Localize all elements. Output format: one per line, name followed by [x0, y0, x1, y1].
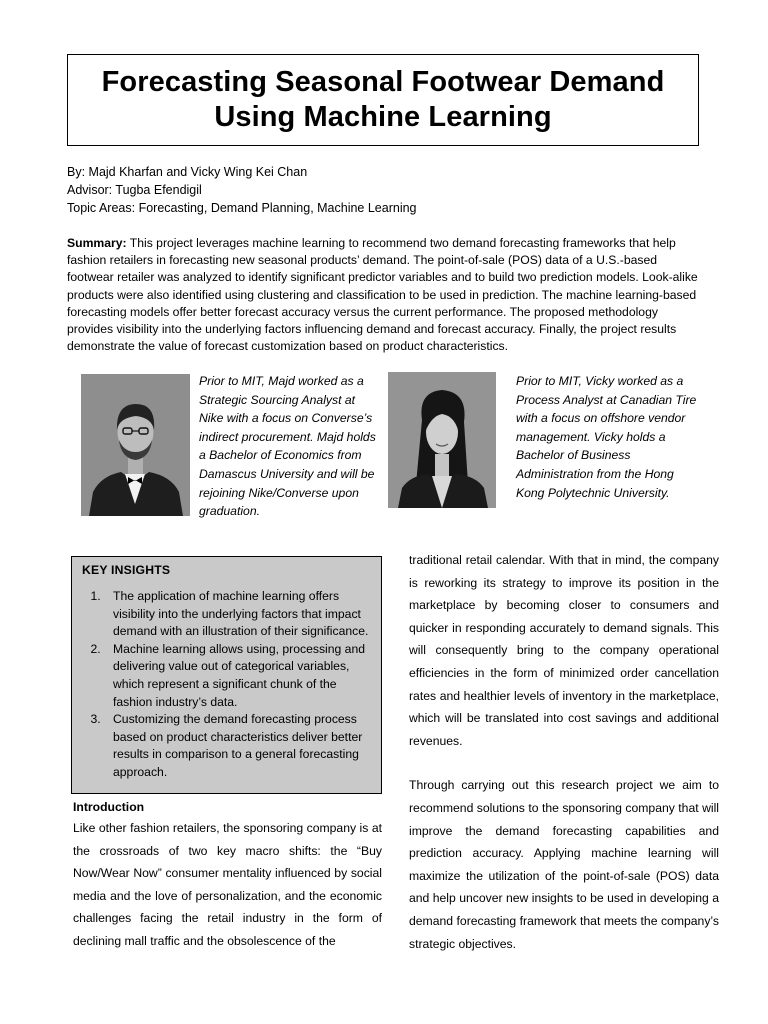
title-box: [67, 54, 699, 146]
authors-line: By: Majd Kharfan and Vicky Wing Kei Chan: [67, 165, 308, 179]
introduction-right-column: [409, 549, 719, 955]
author-bio-vicky: Prior to MIT, Vicky worked as a Process Analyst at Canadian Tire with a focus on offshore vendor management. Vicky holds a Bachelor of Business Administration from the Hong Kong Polytechnic University.: [516, 374, 697, 500]
author-photo-vicky: [388, 372, 496, 508]
introduction-paragraph: Through carrying out this research project we aim to recommend solutions to the sponsoring company that will improve the demand forecasting capabilities and prediction accuracy. Applying machine learning will maximize the utilization of the point-of-sale (POS) data and help uncover new insights to be used in developing a demand forecasting framework that meets the company’s strategic objectives.: [409, 778, 719, 951]
summary-text: This project leverages machine learning to recommend two demand forecasting frameworks that help fashion retailers in forecasting new seasonal products’ demand. The point-of-sale (POS) data of a U.S.-based footwear retailer was analyzed to identify significant predictor variables and to build two prediction models. Look-alike products were also identified using clustering and classification to be used in prediction. The machine learning-based forecasting models offer better forecast accuracy versus the current performance. The proposed methodology provides visibility into the underlying factors influencing demand and forecast accuracy. Finally, the project results demonstrate the value of forecast customization based on product characteristics.: [67, 236, 698, 354]
summary-label: Summary:: [67, 236, 127, 250]
introduction-heading: Introduction: [73, 800, 145, 814]
byline: [67, 163, 417, 217]
author-photo-majd: [81, 374, 190, 516]
key-insights-box: [71, 556, 382, 794]
introduction-left-column: [73, 817, 382, 953]
author-bio-majd: Prior to MIT, Majd worked as a Strategic Sourcing Analyst at Nike with a focus on Converse’s indirect procurement. Majd holds a Bachelor of Economics from Damascus University and will be rejoining Nike/Converse upon graduation.: [199, 374, 376, 519]
paper-title: Forecasting Seasonal Footwear Demand Using Machine Learning: [101, 66, 665, 133]
key-insights-list: [82, 588, 371, 782]
advisor-line: Advisor: Tugba Efendigil: [67, 183, 202, 197]
topics-line: Topic Areas: Forecasting, Demand Planning, Machine Learning: [67, 201, 417, 215]
introduction-paragraph: traditional retail calendar. With that in mind, the company is reworking its strategy to improve its position in the marketplace by becoming closer to consumers and quicker in responding accurately to demand signals. This will consequently bring to the company operational efficiencies in the form of minimized order cancellation rates and healthier levels of inventory in the marketplace, which will be translated into cost savings and additional revenues.: [409, 553, 719, 748]
key-insight-item: 1. The application of machine learning offers visibility into the underlying factors that impact demand with an illustration of their significance.: [104, 588, 371, 641]
key-insight-item: 2. Machine learning allows using, processing and delivering value out of categorical variables, which represent a significant chunk of the fashion industry’s data.: [104, 641, 371, 711]
introduction-paragraph: Like other fashion retailers, the sponsoring company is at the crossroads of two key macro shifts: the “Buy Now/Wear Now” consumer mentality influenced by social media and the love of personalization, and the economic challenges facing the retail industry in the form of declining mall traffic and the obsolescence of the: [73, 821, 382, 948]
key-insight-item: 3. Customizing the demand forecasting process based on product characteristics deliver better results in comparison to a general forecasting approach.: [104, 711, 371, 781]
summary: [67, 235, 703, 355]
key-insights-heading: KEY INSIGHTS: [82, 563, 171, 577]
